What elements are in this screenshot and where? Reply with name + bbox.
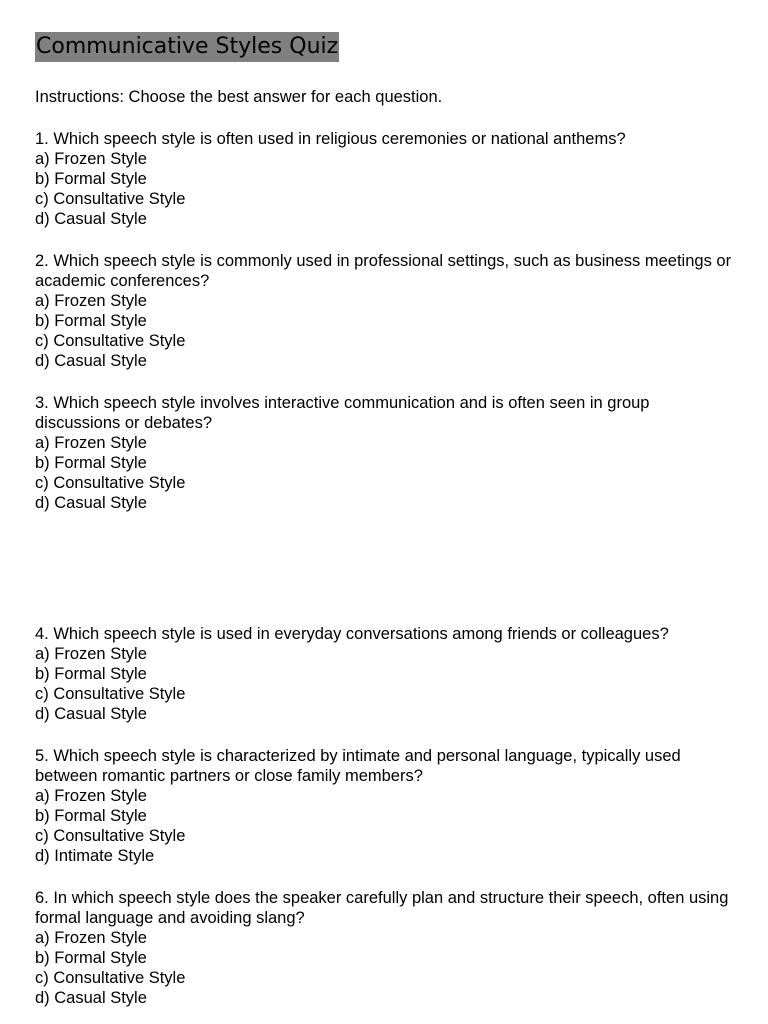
question-5 — [35, 746, 735, 866]
question-text: 5. Which speech style is characterized by intimate and personal language, typically used between romantic partners or close family members? — [35, 747, 681, 785]
answer-option-c: c) Consultative Style — [35, 474, 186, 492]
document-page — [35, 32, 735, 1008]
answer-option-a: a) Frozen Style — [35, 787, 147, 805]
answer-option-c: c) Consultative Style — [35, 332, 186, 350]
answer-option-b: b) Formal Style — [35, 807, 147, 825]
instructions-text: Instructions: Choose the best answer for each question. — [35, 88, 443, 106]
question-text: 2. Which speech style is commonly used in professional settings, such as business meetings or academic conferences? — [35, 252, 732, 290]
question-text: 1. Which speech style is often used in religious ceremonies or national anthems? — [35, 130, 626, 148]
question-text: 4. Which speech style is used in everyday conversations among friends or colleagues? — [35, 625, 669, 643]
answer-option-b: b) Formal Style — [35, 454, 147, 472]
answer-option-c: c) Consultative Style — [35, 190, 186, 208]
question-4 — [35, 624, 735, 724]
answer-option-c: c) Consultative Style — [35, 969, 186, 987]
answer-option-b: b) Formal Style — [35, 949, 147, 967]
question-6 — [35, 888, 735, 1008]
answer-option-d: d) Intimate Style — [35, 847, 155, 865]
answer-option-c: c) Consultative Style — [35, 685, 186, 703]
answer-option-a: a) Frozen Style — [35, 150, 147, 168]
answer-option-b: b) Formal Style — [35, 312, 147, 330]
answer-option-d: d) Casual Style — [35, 705, 147, 723]
question-2 — [35, 251, 735, 371]
answer-option-d: d) Casual Style — [35, 494, 147, 512]
question-text: 6. In which speech style does the speaker carefully plan and structure their speech, often using formal language and avoiding slang? — [35, 889, 729, 927]
answer-option-a: a) Frozen Style — [35, 292, 147, 310]
answer-option-c: c) Consultative Style — [35, 827, 186, 845]
answer-option-a: a) Frozen Style — [35, 645, 147, 663]
question-1 — [35, 129, 735, 229]
answer-option-d: d) Casual Style — [35, 352, 147, 370]
answer-option-a: a) Frozen Style — [35, 434, 147, 452]
answer-option-b: b) Formal Style — [35, 170, 147, 188]
answer-option-d: d) Casual Style — [35, 989, 147, 1007]
answer-option-a: a) Frozen Style — [35, 929, 147, 947]
page-title: Communicative Styles Quiz — [35, 32, 339, 62]
question-3 — [35, 393, 735, 513]
answer-option-d: d) Casual Style — [35, 210, 147, 228]
question-text: 3. Which speech style involves interactive communication and is often seen in group discussions or debates? — [35, 394, 650, 432]
answer-option-b: b) Formal Style — [35, 665, 147, 683]
